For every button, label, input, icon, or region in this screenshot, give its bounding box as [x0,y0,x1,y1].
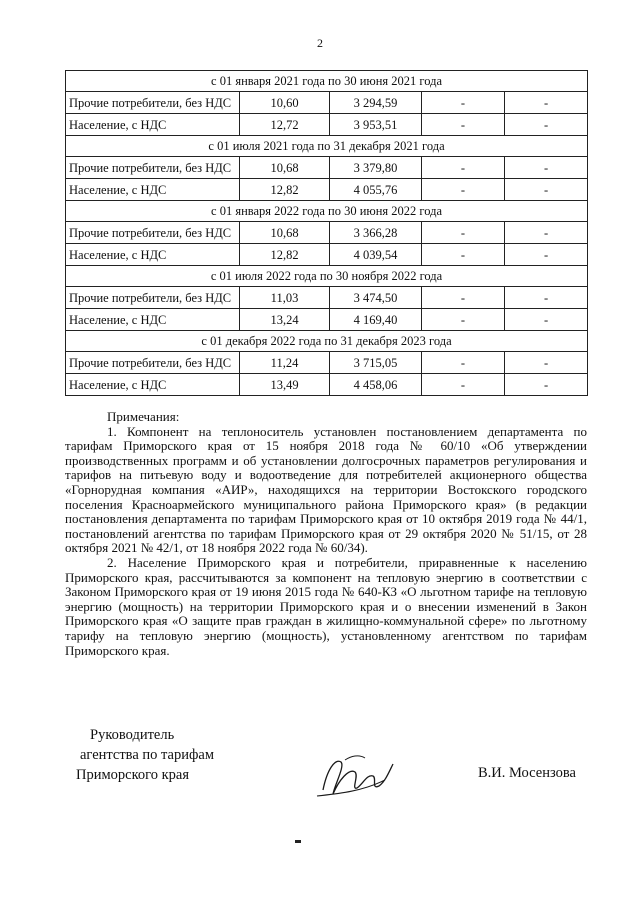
tariff-value-cell: - [422,222,505,244]
note-2: 2. Население Приморского края и потребители, приравненные к населению Приморского края, рассчитываются за компонент на тепловую энергию в соответствии с Законом Приморского края от 19 июня 2015 года № 640-КЗ «О льготном тарифе на тепловую энергию (мощность) на территории Приморского края и о внесении изменений в Закон Приморского края «О защите прав граждан в жилищно-коммунальной сфере» по льготному тарифу на тепловую энергию (мощность), установленному агентством по тарифам Приморского края. [65,554,587,658]
tariff-value-cell: - [505,287,588,309]
period-row [66,266,588,287]
consumer-category-cell: Население, с НДС [66,179,240,201]
signatory-position [60,725,214,785]
tariff-value-cell: - [505,244,588,266]
consumer-category-cell: Прочие потребители, без НДС [66,222,240,244]
tariff-table [65,70,588,396]
signatory-title-line1: Руководитель [90,727,175,743]
table-row [66,222,588,244]
tariff-value-cell: - [422,92,505,114]
notes-title: Примечания: [107,409,180,424]
signatory-title-line2: агентства по тарифам [80,747,214,763]
tariff-value-cell: 10,68 [240,222,330,244]
tariff-value-cell: 4 458,06 [330,374,422,396]
consumer-category-cell: Прочие потребители, без НДС [66,287,240,309]
tariff-value-cell: 4 039,54 [330,244,422,266]
table-row [66,114,588,136]
consumer-category-cell: Прочие потребители, без НДС [66,157,240,179]
tariff-value-cell: - [505,114,588,136]
period-label: с 01 июля 2021 года по 31 декабря 2021 года [66,136,588,157]
tariff-value-cell: 10,68 [240,157,330,179]
tariff-value-cell: - [505,179,588,201]
note-1: 1. Компонент на теплоноситель установлен постановлением департамента по тарифам Приморского края от 15 ноября 2018 года № 60/10 «Об утверждении производственных программ и об установлении долгосрочных параметров регулирования и тарифов на питьевую воду и водоотведение для потребителей акционерного общества «Горнорудная компания «АИР», находящихся на территории Востокского городского поселения Красноармейского муниципального района Приморского края» (в редакции постановления департамента по тарифам Приморского края от 10 октября 2019 года № 44/1, постановлений агентства по тарифам Приморского края от 29 октября 2020 № 51/15, от 28 октября 2021 № 42/1, от 18 ноября 2022 года № 60/34). [65,423,587,556]
signer-name: В.И. Мосензова [478,765,576,781]
table-row [66,92,588,114]
table-row [66,287,588,309]
table-row [66,179,588,201]
consumer-category-cell: Население, с НДС [66,309,240,331]
tariff-value-cell: - [505,309,588,331]
table-row [66,374,588,396]
table-row [66,157,588,179]
period-label: с 01 декабря 2022 года по 31 декабря 2023 года [66,331,588,352]
period-row [66,331,588,352]
tariff-value-cell: - [505,374,588,396]
signatory-title-line3: Приморского края [76,767,190,783]
period-row [66,136,588,157]
consumer-category-cell: Население, с НДС [66,114,240,136]
handwritten-signature [315,750,395,805]
tariff-value-cell: 13,49 [240,374,330,396]
tariff-value-cell: 12,82 [240,179,330,201]
tariff-value-cell: - [505,222,588,244]
period-label: с 01 июля 2022 года по 30 ноября 2022 года [66,266,588,287]
table-row [66,352,588,374]
tariff-value-cell: 11,24 [240,352,330,374]
tariff-value-cell: - [422,287,505,309]
tariff-value-cell: - [422,352,505,374]
tariff-value-cell: - [422,157,505,179]
tariff-value-cell: 3 953,51 [330,114,422,136]
tariff-value-cell: - [422,244,505,266]
tariff-value-cell: - [422,179,505,201]
period-label: с 01 января 2022 года по 30 июня 2022 года [66,201,588,222]
tariff-value-cell: - [505,157,588,179]
tariff-value-cell: 3 474,50 [330,287,422,309]
tariff-value-cell: - [422,309,505,331]
table-row [66,244,588,266]
tariff-value-cell: - [422,114,505,136]
tariff-value-cell: 12,72 [240,114,330,136]
tariff-value-cell: 3 294,59 [330,92,422,114]
consumer-category-cell: Население, с НДС [66,374,240,396]
tariff-value-cell: 3 715,05 [330,352,422,374]
tariff-value-cell: 10,60 [240,92,330,114]
period-row [66,201,588,222]
tariff-value-cell: - [505,92,588,114]
tariff-value-cell: 4 055,76 [330,179,422,201]
tariff-value-cell: 3 379,80 [330,157,422,179]
tariff-value-cell: 4 169,40 [330,309,422,331]
consumer-category-cell: Прочие потребители, без НДС [66,352,240,374]
table-row [66,309,588,331]
tariff-value-cell: 13,24 [240,309,330,331]
tariff-value-cell: - [422,374,505,396]
period-label: с 01 января 2021 года по 30 июня 2021 года [66,71,588,92]
page-number: 2 [317,36,323,50]
tariff-value-cell: 3 366,28 [330,222,422,244]
consumer-category-cell: Население, с НДС [66,244,240,266]
scan-artifact [295,840,301,843]
tariff-value-cell: 11,03 [240,287,330,309]
tariff-value-cell: - [505,352,588,374]
notes-section [65,410,587,658]
tariff-value-cell: 12,82 [240,244,330,266]
consumer-category-cell: Прочие потребители, без НДС [66,92,240,114]
period-row [66,71,588,92]
